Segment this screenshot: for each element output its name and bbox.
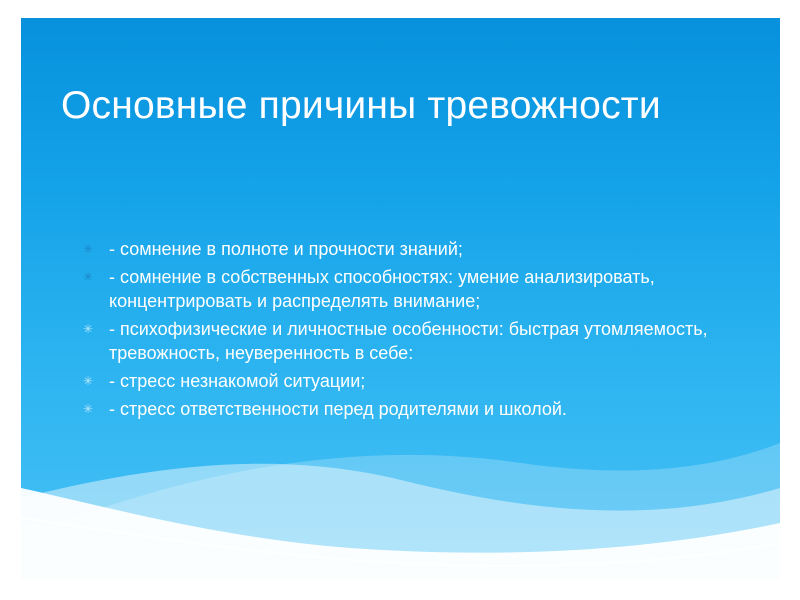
- bullet-item: [81, 317, 721, 365]
- bullet-text: - психофизические и личностные особенности: быстрая утомляемость, тревожность, неуверенность в себе:: [109, 319, 708, 363]
- bullet-item: [81, 369, 721, 393]
- bullet-star-icon: ✳: [83, 270, 94, 284]
- bullet-item: [81, 265, 721, 313]
- bullet-list: [81, 237, 721, 425]
- bullet-text: - сомнение в полноте и прочности знаний;: [109, 239, 463, 259]
- bullet-text: - сомнение в собственных способностях: умение анализировать, концентрировать и распределять внимание;: [109, 267, 655, 311]
- slide: [21, 18, 780, 579]
- slide-title: Основные причины тревожности: [61, 84, 661, 127]
- bullet-text: - стресс незнакомой ситуации;: [109, 371, 366, 391]
- bullet-item: [81, 397, 721, 421]
- bullet-star-icon: ✳: [83, 374, 94, 388]
- bullet-star-icon: ✳: [83, 242, 94, 256]
- bullet-item: [81, 237, 721, 261]
- bullet-star-icon: ✳: [83, 322, 94, 336]
- bullet-text: - стресс ответственности перед родителями и школой.: [109, 399, 567, 419]
- bullet-star-icon: ✳: [83, 402, 94, 416]
